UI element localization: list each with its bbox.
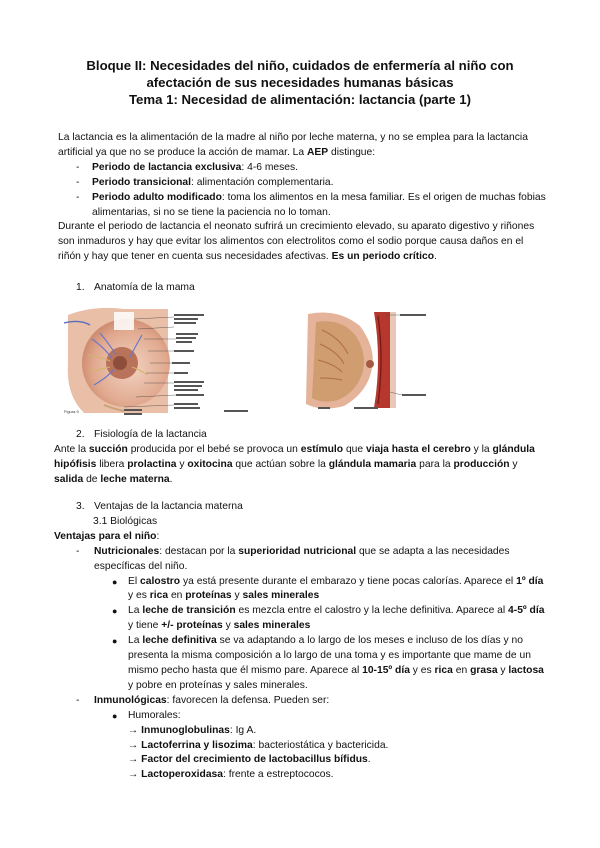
- physiology-paragraph: Ante la succión producida por el bebé se provoca un estímulo que viaja hasta el cerebro y la glándula hipófisis libera prolactina y oxitocina que actúan sobre la glándula mamaria para la producción y salida de leche materna.: [54, 443, 535, 485]
- section-title: Anatomía de la mama: [94, 282, 195, 293]
- title-line-3: Tema 1: Necesidad de alimentación: lactancia (parte 1): [128, 91, 472, 107]
- breast-illustration: [64, 305, 284, 417]
- nutritional-item: - Nutricionales: destacan por la superioridad nutricional que se adapta a las necesidades específicas del niño.: [58, 545, 548, 575]
- document-title: [0, 0, 600, 108]
- transition-milk-bullet: ● La leche de transición es mezcla entre el calostro y la leche definitiva. Aparece al 4-5º día y tiene +/- proteínas y sales minerales: [58, 604, 548, 634]
- title-line-1: Bloque II: Necesidades del niño, cuidados de enfermería al niño con: [86, 58, 514, 73]
- breast-anatomy-figure: [64, 305, 284, 417]
- breast-section-illustration: [298, 308, 433, 412]
- immunological-item: - Inmunológicas: favorecen la defensa. Pueden ser:: [58, 694, 548, 709]
- advantages-heading: Ventajas para el niño:: [54, 530, 160, 542]
- intro-section: [58, 131, 548, 265]
- section-3: [54, 500, 548, 783]
- section-3-heading: 3. Ventajas de la lactancia materna: [76, 501, 243, 512]
- section-2: [54, 428, 548, 488]
- arrow-item: → Lactoperoxidasa: frente a estreptococos.: [128, 769, 334, 781]
- section-2-heading: 2. Fisiología de la lactancia: [76, 429, 207, 440]
- arrow-item: → Inmunoglobulinas: Ig A.: [128, 724, 257, 736]
- definitive-milk-bullet: ● La leche definitiva se va adaptando a lo largo de los meses e incluso de los días y no presenta la misma composición a lo largo de una toma y es importante que mame de un mismo pecho hasta que él mismo pare. Aparece al 10-15º día y es rica en grasa y lactosa y pobre en proteínas y sales minerales.: [58, 634, 548, 694]
- figure-caption: Figura 5: [64, 409, 79, 414]
- calostro-bullet: ● El calostro ya está presente durante el embarazo y tiene pocas calorías. Aparece el 1º día y es rica en proteínas y sales minerales: [58, 575, 548, 605]
- section-number: 1.: [76, 282, 85, 293]
- period-item: - Periodo transicional: alimentación complementaria.: [58, 176, 548, 191]
- breast-section-figure: [298, 308, 433, 412]
- title-line-2: afectación de sus necesidades humanas básicas: [146, 74, 454, 90]
- growth-paragraph: Durante el periodo de lactancia el neonato sufrirá un crecimiento elevado, su aparato digestivo y riñones son inmaduros y hay que evitar los alimentos con electrolitos como el sodio porque causa daños en el riñón y hay que tener en cuenta sus necesidades afectivas. Es un periodo crítico.: [58, 221, 535, 263]
- subsection-heading: 3.1 Biológicas: [93, 515, 158, 527]
- arrow-item: → Factor del crecimiento de lactobacillus bífidus.: [128, 754, 371, 766]
- period-item: - Periodo de lactancia exclusiva: 4-6 meses.: [58, 161, 548, 176]
- intro-paragraph: La lactancia es la alimentación de la madre al niño por leche materna, y no se emplea para la lactancia artificial ya que no se produce la acción de mamar. La AEP distingue:: [58, 132, 528, 158]
- arrow-item: → Lactoferrina y lisozima: bacteriostática y bactericida.: [128, 739, 389, 751]
- humoral-bullet: ● Humorales:: [58, 709, 548, 724]
- section-1-heading: [58, 281, 548, 296]
- period-item: - Periodo adulto modificado: toma los alimentos en la mesa familiar. Es el origen de muchas fobias alimentarias, si no se tiene la paciencia no lo toman.: [58, 191, 548, 221]
